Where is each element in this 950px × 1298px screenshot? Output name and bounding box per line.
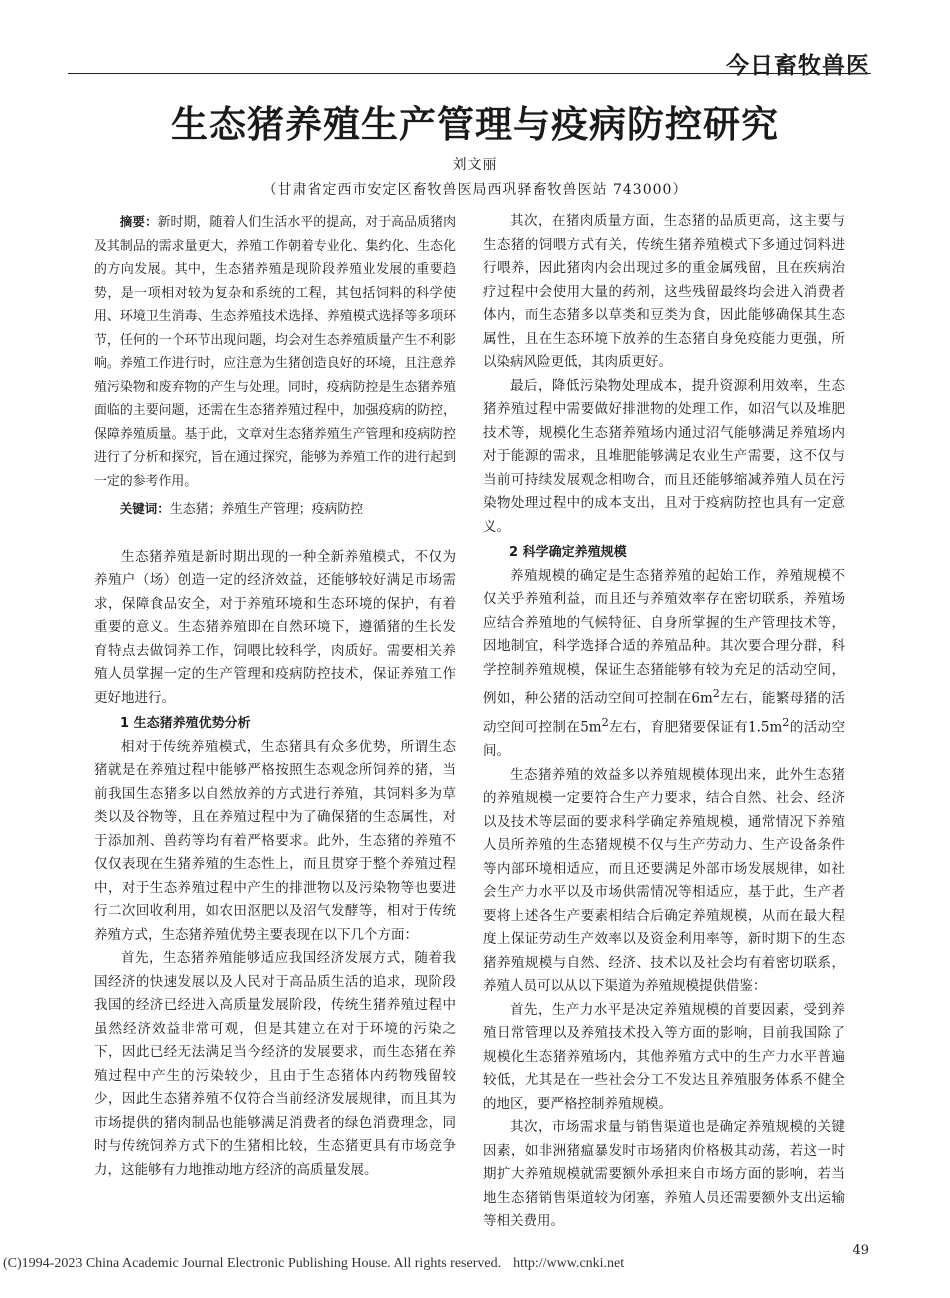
abstract [94,210,456,493]
area-superscript: 2 [601,716,609,729]
area-superscript: 2 [712,687,720,700]
keywords [94,497,456,522]
copyright-text: (C)1994-2023 China Academic Journal Electronic Publishing House. All rights reserved. [3,1256,502,1271]
section2-paragraph-4: 其次，市场需求量与销售渠道也是确定养殖规模的关键因素，如非洲猪瘟暴发时市场猪肉价格极其动荡，若这一时期扩大养殖规模就需要额外承担来自市场方面的影响，若当地生态猪销售渠道较为闭塞，养殖人员还需要额外支出运输等相关费用。 [483,1119,845,1229]
section2-paragraph-1-part-d: 的活动空间。 [483,719,846,759]
abstract-label: 摘要： [119,214,158,229]
area-superscript: 2 [782,716,790,729]
intro-paragraph: 生态猪养殖是新时期出现的一种全新养殖模式，不仅为养殖户（场）创造一定的经济效益，还能够较好满足市场需求，保障食品安全，对于养殖环境和生态环境的保护，有着重要的意义。生态猪养殖即在自然环境下，遵循猪的生长发育特点去做饲养工作，饲喂比较科学，肉质好。需要相关养殖人员掌握一定的生产管理和疫病防控技术，保证养殖工作更好地进行。 [94,548,456,706]
section2-paragraph-1-part-c: 左右，育肥猪要保证有 [608,719,749,736]
section-heading-1: 1 生态猪养殖优势分析 [120,716,251,731]
section1-paragraph-3: 其次，在猪肉质量方面，生态猪的品质更高，这主要与生态猪的饲喂方式有关，传统生猪养殖模式下多通过饲料进行喂养，因此猪肉内会出现过多的重金属残留，且在疾病治疗过程中会使用大量的药剂，这些残留最终均会进入消费者体内，而生态猪多以草类和豆类为食，因此能够确保其生态属性，且在生态环境下放养的生态猪自身免疫能力更强，所以染病风险更低，其肉质更好。 [483,213,845,370]
section2-paragraph-1 [483,565,845,764]
keywords-label: 关键词： [119,501,170,516]
journal-name: 今日畜牧兽医 [726,52,870,79]
right-column [483,210,845,1234]
header-rule [68,73,871,74]
section2-paragraph-2: 生态猪养殖的效益多以养殖规模体现出来，此外生态猪的养殖规模一定要符合生产力要求，结合自然、社会、经济以及技术等层面的要求科学确定养殖规模，通常情况下养殖人员所养殖的生态猪规模不仅与生产劳动力、生产设备条件等内部环境相适应，而且还要满足外部市场发展规律，如社会生产力水平以及市场供需情况等相适应，基于此，生产者要将上述各生产要素相结合后确定养殖规模，从而在最大程度上保证劳动生产效率以及资金利用率等，新时期下的生态猪养殖规模与自然、经济、技术以及社会均有着密切联系，养殖人员可以从以下渠道为养殖规模提供借鉴： [483,766,845,994]
page-number: 49 [852,1243,869,1258]
copyright-footer [3,1256,624,1272]
left-column [94,210,456,1182]
article-author: 刘文丽 [452,157,498,173]
section2-paragraph-1-part-a: 养殖规模的确定是生态猪养殖的起始工作，养殖规模不仅关乎养殖利益，而且还与养殖效率存在密切联系，养殖场应结合养殖地的气候特征、自身所掌握的生产管理技术等，因地制宜，科学选择合适的养殖品种。其次要合理分群，科学控制养殖规模，保证生态猪能够有较为充足的活动空间，例如，种公猪的活动空间可控制在 [483,567,845,707]
abstract-gap [94,522,456,546]
section1-paragraph-4: 最后，降低污染物处理成本，提升资源利用效率，生态猪养殖过程中需要做好排泄物的处理工作，如沼气以及堆肥技术等，规模化生态猪养殖场内通过沼气能够满足养殖场内对于能源的需求，且堆肥能够满足农业生产需要，这不仅与当前可持续发展观念相吻合，而且还能够缩减养殖人员在污染物处理过程中的成本支出，且对于疫病防控也具有一定意义。 [483,377,845,535]
article-affiliation: （甘肃省定西市安定区畜牧兽医局西巩驿畜牧兽医站 743000） [262,182,688,198]
section1-paragraph-1: 相对于传统养殖模式，生态猪具有众多优势，所谓生态猪就是在养殖过程中能够严格按照生态观念所饲养的猪，当前我国生态猪多以自然放养的方式进行养殖，其饲料多为草类以及谷物等，且在养殖过程中为了确保猪的生态属性，对于添加剂、兽药等均有着严格要求。此外，生态猪的养殖不仅仅表现在生猪养殖的生态性上，而且贯穿于整个养殖过程中，对于生态养殖过程中产生的排泄物以及污染物等也要进行二次回收利用，如农田沤肥以及沼气发酵等，相对于传统养殖方式，生态猪养殖优势主要表现在以下几个方面： [94,738,456,943]
section1-paragraph-2: 首先，生态猪养殖能够适应我国经济发展方式，随着我国经济的快速发展以及人民对于高品质生活的追求，现阶段我国的经济已经进入高质量发展阶段，传统生猪养殖过程中虽然经济效益非常可观，但是其建立在对于环境的污染之下，因此已经无法满足当今经济的发展要求，而生态猪在养殖过程中产生的污染较少，且由于生态猪体内药物残留较少，因此生态猪养殖不仅符合当前经济发展规律，而且其为市场提供的猪肉制品也能够满足消费者的绿色消费理念，同时与传统饲养方式下的生猪相比较，生态猪更具有市场竞争力，这能够有力地推动地方经济的高质量发展。 [94,950,456,1178]
section2-paragraph-3: 首先，生产力水平是决定养殖规模的首要因素，受到养殖日常管理以及养殖技术投入等方面的影响，目前我国除了规模化生态猪养殖场内，其他养殖方式中的生产力水平普遍较低，尤其是在一些社会分工不发达且养殖服务体系不健全的地区，要严格控制养殖规模。 [483,1001,845,1112]
keywords-text: 生态猪；养殖生产管理；疫病防控 [169,502,364,517]
section2-paragraph-1-part-b: 左右，能繁母猪的活动空间可控制在 [483,690,846,736]
area-value-sow: 5m [580,719,602,736]
area-value-finisher: 1.5m [748,719,783,736]
footer-url[interactable]: http://www.cnki.net [513,1256,625,1271]
section-heading-2: 2 科学确定养殖规模 [509,545,627,560]
abstract-text: 新时期，随着人们生活水平的提高，对于高品质猪肉及其制品的需求量更大，养殖工作朝着专业化、集约化、生态化的方向发展。其中，生态猪养殖是现阶段养殖业发展的重要趋势，是一项相对较为复杂和系统的工程，其包括饲料的科学使用、环境卫生消毒、生态养殖技术选择、养殖模式选择等多项环节，任何的一个环节出现问题，均会对生态养殖质量产生不利影响。养殖工作进行时，应注意为生猪创造良好的环境，且注意养殖污染物和废弃物的产生与处理。同时，疫病防控是生态猪养殖面临的主要问题，还需在生态猪养殖过程中，加强疫病的防控，保障养殖质量。基于此，文章对生态猪养殖生产管理和疫病防控进行了分析和探究，旨在通过探究，能够为养殖工作的进行起到一定的参考作用。 [94,215,456,489]
article-title: 生态猪养殖生产管理与疫病防控研究 [171,102,779,146]
area-value-boar: 6m [691,690,713,707]
